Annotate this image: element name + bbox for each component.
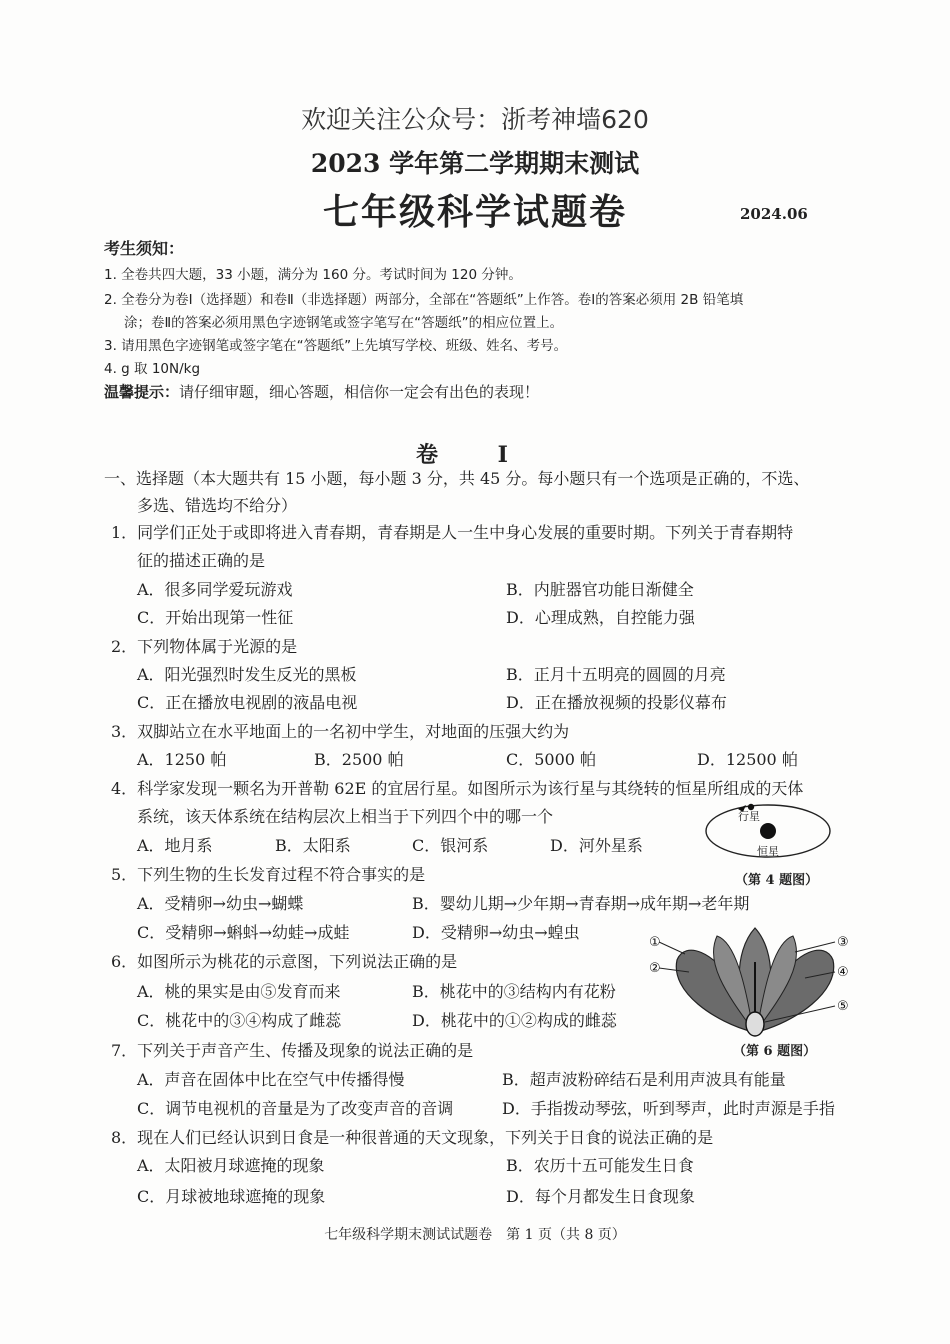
q6-figure-caption: （第 6 题图） <box>733 1044 817 1059</box>
q6-option-d: D．桃花中的①②构成的雌蕊 <box>412 1011 617 1030</box>
planet-label: 行星 <box>738 810 760 823</box>
q6-option-a: A．桃的果实是由⑤发育而来 <box>137 982 341 1001</box>
q1-option-a: A．很多同学爱玩游戏 <box>137 580 293 599</box>
q1-option-c: C．开始出现第一性征 <box>137 608 294 627</box>
exam-subtitle: 2023 学年第二学期期末测试 <box>310 149 640 178</box>
page-footer: 七年级科学期末测试试题卷 第 1 页（共 8 页） <box>324 1227 626 1243</box>
q7-option-a: A．声音在固体中比在空气中传播得慢 <box>137 1070 405 1089</box>
q4-option-d: D．河外星系 <box>550 836 643 855</box>
q4-figure-caption: （第 4 题图） <box>735 873 819 888</box>
q5-option-c: C．受精卵→蝌蚪→幼蛙→成蛙 <box>137 923 350 942</box>
q6-option-b: B．桃花中的③结构内有花粉 <box>412 982 616 1001</box>
notice-item-4: 4. g 取 10N/kg <box>104 361 201 377</box>
q7-option-d: D．手指拨动琴弦，听到琴声，此时声源是手指 <box>502 1099 835 1118</box>
q3-option-b: B．2500 帕 <box>314 750 404 769</box>
label-3: ③ <box>837 935 849 950</box>
star-dot <box>760 823 776 839</box>
section-heading-cont: 多选、错选均不给分） <box>137 496 298 515</box>
q7-option-b: B．超声波粉碎结石是利用声波具有能量 <box>502 1070 786 1089</box>
q6-peach-flower-figure <box>645 922 855 1040</box>
q3-option-d: D．12500 帕 <box>697 750 798 769</box>
q5-option-a: A．受精卵→幼虫→蝴蝶 <box>137 894 304 913</box>
warm-tip-text: 请仔细审题，细心答题，相信你一定会有出色的表现！ <box>179 383 540 401</box>
q2-stem: 2．下列物体属于光源的是 <box>111 637 298 656</box>
q1-stem-cont: 征的描述正确的是 <box>137 551 266 570</box>
volume-heading: 卷 Ⅰ <box>416 442 534 468</box>
q4-option-c: C．银河系 <box>412 836 489 855</box>
notice-item-1: 1. 全卷共四大题，33 小题，满分为 160 分。考试时间为 120 分钟。 <box>104 267 522 283</box>
section-heading: 一、选择题（本大题共有 15 小题，每小题 3 分，共 45 分。每小题只有一个选项是正确的，不选、 <box>104 469 810 488</box>
q4-stem: 4．科学家发现一颗名为开普勒 62E 的宜居行星。如图所示为该行星与其绕转的恒星所组成的天体 <box>111 779 804 798</box>
notice-item-2: 2. 全卷分为卷Ⅰ（选择题）和卷Ⅱ（非选择题）两部分，全部在“答题纸”上作答。卷Ⅰ的答案必须用 2B 铅笔填 <box>104 292 744 308</box>
q3-option-a: A．1250 帕 <box>137 750 227 769</box>
q8-stem: 8．现在人们已经认识到日食是一种很普通的天文现象，下列关于日食的说法正确的是 <box>111 1128 714 1147</box>
label-2: ② <box>649 961 661 976</box>
notice-item-3: 3. 请用黑色字迹钢笔或签字笔在“答题纸”上先填写学校、班级、姓名、考号。 <box>104 338 568 354</box>
q5-stem: 5．下列生物的生长发育过程不符合事实的是 <box>111 865 426 884</box>
q6-option-c: C．桃花中的③④构成了雌蕊 <box>137 1011 342 1030</box>
q4-stem-cont: 系统，该天体系统在结构层次上相当于下列四个中的哪一个 <box>137 807 554 826</box>
q3-option-c: C．5000 帕 <box>506 750 597 769</box>
q5-option-d: D．受精卵→幼虫→蝗虫 <box>412 923 580 942</box>
q7-stem: 7．下列关于声音产生、传播及现象的说法正确的是 <box>111 1041 474 1060</box>
warm-tip-label: 温馨提示： <box>104 383 180 401</box>
leader-line-1 <box>659 942 685 954</box>
warm-tip <box>104 381 539 402</box>
q7-option-c: C．调节电视机的音量是为了改变声音的音调 <box>137 1099 454 1118</box>
q8-option-a: A．太阳被月球遮掩的现象 <box>137 1156 325 1175</box>
q8-option-b: B．农历十五可能发生日食 <box>506 1156 694 1175</box>
q8-option-c: C．月球被地球遮掩的现象 <box>137 1187 326 1206</box>
star-label: 恒星 <box>757 845 779 858</box>
q1-option-b: B．内脏器官功能日渐健全 <box>506 580 694 599</box>
q1-option-d: D．心理成熟，自控能力强 <box>506 608 695 627</box>
q2-option-b: B．正月十五明亮的圆圆的月亮 <box>506 665 726 684</box>
wechat-banner: 欢迎关注公众号：浙考神墙620 <box>301 105 649 134</box>
q1-stem: 1．同学们正处于或即将进入青春期，青春期是人一生中身心发展的重要时期。下列关于青春期特 <box>111 523 794 542</box>
q3-stem: 3．双脚站立在水平地面上的一名初中学生，对地面的压强大约为 <box>111 722 570 741</box>
ovary <box>746 1012 764 1036</box>
exam-date: 2024.06 <box>740 205 808 223</box>
notice-item-2-cont: 涂；卷Ⅱ的答案必须用黑色字迹钢笔或签字笔写在“答题纸”的相应位置上。 <box>124 315 564 331</box>
q4-option-a: A．地月系 <box>137 836 213 855</box>
q4-option-b: B．太阳系 <box>275 836 351 855</box>
exam-title: 七年级科学试题卷 <box>322 191 627 233</box>
q5-option-b: B．婴幼儿期→少年期→青春期→成年期→老年期 <box>412 894 750 913</box>
label-1: ① <box>649 935 661 950</box>
q8-option-d: D．每个月都发生日食现象 <box>506 1187 695 1206</box>
q2-option-d: D．正在播放视频的投影仪幕布 <box>506 693 727 712</box>
q4-orbit-figure <box>702 798 836 862</box>
q2-option-a: A．阳光强烈时发生反光的黑板 <box>137 665 357 684</box>
q2-option-c: C．正在播放电视剧的液晶电视 <box>137 693 358 712</box>
label-4: ④ <box>837 965 849 980</box>
label-5: ⑤ <box>837 999 849 1014</box>
q6-stem: 6．如图所示为桃花的示意图，下列说法正确的是 <box>111 952 458 971</box>
notice-heading: 考生须知： <box>104 239 185 258</box>
